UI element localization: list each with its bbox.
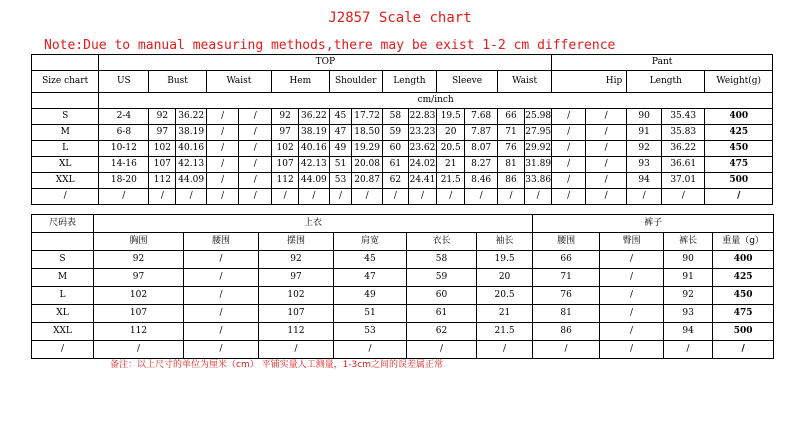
footer-note: 备注：以上尺寸的单位为厘米（cm） 平铺实量人工测量，1-3cm之间的误差属正常 — [110, 360, 443, 370]
table-cell: 76 — [497, 141, 524, 157]
table-row — [32, 251, 774, 269]
table-cell: 450 — [713, 287, 774, 305]
table-row — [32, 323, 774, 341]
header-cn: 重量（g） — [713, 233, 774, 251]
table-cell: / — [206, 189, 239, 205]
table-cell: 58 — [407, 251, 477, 269]
table-cell: XXL — [32, 173, 99, 189]
table-cell: 92 — [627, 141, 662, 157]
table-cell: 62 — [382, 173, 408, 189]
table-cell: 25.98 — [525, 109, 552, 125]
table-cell: 24.02 — [408, 157, 436, 173]
table-cell: 37.01 — [661, 173, 704, 189]
table-row — [32, 341, 774, 359]
table-cell: 71 — [533, 269, 600, 287]
table-cell: 112 — [259, 323, 334, 341]
table-cell: 91 — [627, 125, 662, 141]
table-cell: / — [99, 189, 149, 205]
table-cell: 20.87 — [352, 173, 382, 189]
table-cell: / — [32, 189, 99, 205]
header-size-chart: Size chart — [32, 71, 99, 93]
table-cell: / — [184, 269, 259, 287]
table-cell: 35.43 — [661, 109, 704, 125]
table-cell: 18-20 — [99, 173, 149, 189]
table-cell: 53 — [329, 173, 352, 189]
table-cell: 38.19 — [176, 125, 206, 141]
table-cell: 93 — [627, 157, 662, 173]
table-cell: L — [32, 287, 94, 305]
table-cell: 107 — [94, 305, 184, 323]
group-pant-label-cn: 裤子 — [533, 215, 774, 233]
table-cell: 91 — [664, 269, 713, 287]
table-row — [32, 109, 773, 125]
table-cell: / — [705, 189, 773, 205]
table-cell: / — [272, 189, 299, 205]
table-cell: / — [149, 189, 176, 205]
table-cell: / — [239, 173, 272, 189]
table-row — [32, 173, 773, 189]
table-cell: 450 — [705, 141, 773, 157]
table-row — [32, 125, 773, 141]
table-cell: 29.92 — [525, 141, 552, 157]
table-cell: 66 — [533, 251, 600, 269]
table-cell: / — [627, 189, 662, 205]
table-cell: 61 — [382, 157, 408, 173]
table-cell: 47 — [329, 125, 352, 141]
table-cell: 94 — [627, 173, 662, 189]
table-cell: / — [661, 189, 704, 205]
table-cell: 112 — [149, 173, 176, 189]
table-cell: 40.16 — [176, 141, 206, 157]
table-cell: / — [525, 189, 552, 205]
table-cell: 51 — [334, 305, 407, 323]
table-row — [32, 157, 773, 173]
table-cell: 21.5 — [437, 173, 465, 189]
table-cell: 21.5 — [477, 323, 533, 341]
table-cell: / — [552, 157, 586, 173]
table-cell: / — [664, 341, 713, 359]
table-cell: 102 — [149, 141, 176, 157]
table-cell: 19.5 — [477, 251, 533, 269]
table-cell: 97 — [94, 269, 184, 287]
table-cell: 475 — [713, 305, 774, 323]
table-cell: 21 — [437, 157, 465, 173]
table-cell: 61 — [407, 305, 477, 323]
table-cell: 97 — [259, 269, 334, 287]
table-cell: 400 — [705, 109, 773, 125]
table-cell: / — [184, 323, 259, 341]
table-cell: S — [32, 109, 99, 125]
table-cell: / — [552, 189, 586, 205]
table-cell: / — [206, 173, 239, 189]
table-cell: 8.27 — [465, 157, 498, 173]
table-cell: 81 — [533, 305, 600, 323]
table-cell: 45 — [329, 109, 352, 125]
table-cell: / — [552, 109, 586, 125]
header-bust: Bust — [149, 71, 207, 93]
table-cell: XL — [32, 305, 94, 323]
table-row — [32, 305, 774, 323]
table-cell: L — [32, 141, 99, 157]
table-cell: / — [206, 109, 239, 125]
table-cell: 86 — [497, 173, 524, 189]
table-cell: 59 — [407, 269, 477, 287]
table-cell: 36.61 — [661, 157, 704, 173]
table-cell: 81 — [497, 157, 524, 173]
header-cn: 肩宽 — [334, 233, 407, 251]
table-cell: S — [32, 251, 94, 269]
header-cn: 衣长 — [407, 233, 477, 251]
table-cell: 23.62 — [408, 141, 436, 157]
table-cell: / — [585, 109, 626, 125]
table-cell: 19.29 — [352, 141, 382, 157]
table-cell: 500 — [713, 323, 774, 341]
table-cell: / — [184, 251, 259, 269]
table-cell: 400 — [713, 251, 774, 269]
table-cell: / — [600, 269, 664, 287]
blank-cell — [32, 233, 94, 251]
table-cell: 58 — [382, 109, 408, 125]
table-cell: 90 — [627, 109, 662, 125]
table-cell: 17.72 — [352, 109, 382, 125]
table-cell: 71 — [497, 125, 524, 141]
table-row — [32, 269, 774, 287]
header-cn: 胸围 — [94, 233, 184, 251]
table-cell: / — [32, 341, 94, 359]
table-cell: / — [206, 141, 239, 157]
table-cell: / — [206, 125, 239, 141]
table-cell: 22.83 — [408, 109, 436, 125]
table-cell: / — [94, 341, 184, 359]
table-cell: 36.22 — [661, 141, 704, 157]
table-cell: 86 — [533, 323, 600, 341]
table-cell: 42.13 — [299, 157, 329, 173]
table-cell: / — [408, 189, 436, 205]
header-shoulder: Shoulder — [329, 71, 382, 93]
table-cell: 6-8 — [99, 125, 149, 141]
table-cell: / — [533, 341, 600, 359]
table-chinese-body — [32, 251, 774, 359]
table-cell: 27.95 — [525, 125, 552, 141]
group-top-label-cn: 上衣 — [94, 215, 533, 233]
table-cell: / — [259, 341, 334, 359]
table-cell: XXL — [32, 323, 94, 341]
size-table-chinese — [31, 214, 774, 359]
table-cell: 24.41 — [408, 173, 436, 189]
table-cell: 107 — [272, 157, 299, 173]
table-cell: 10-12 — [99, 141, 149, 157]
table-cell: 60 — [382, 141, 408, 157]
table-cell: 92 — [664, 287, 713, 305]
table-cell: / — [585, 141, 626, 157]
header-hem: Hem — [272, 71, 330, 93]
table-cell: / — [299, 189, 329, 205]
table-cell: 102 — [259, 287, 334, 305]
corner-label: 尺码表 — [32, 215, 94, 233]
table-cell: 425 — [713, 269, 774, 287]
table-cell: 500 — [705, 173, 773, 189]
table-cell: 36.22 — [176, 109, 206, 125]
table-cell: / — [713, 341, 774, 359]
table-cell: 49 — [329, 141, 352, 157]
group-top-label: TOP — [99, 55, 552, 71]
header-sleeve: Sleeve — [437, 71, 498, 93]
table-cell: 7.68 — [465, 109, 498, 125]
table-cell: / — [585, 157, 626, 173]
table-cell: 31.89 — [525, 157, 552, 173]
table-english-body — [32, 109, 773, 205]
table-cell: 475 — [705, 157, 773, 173]
table-cell: / — [239, 109, 272, 125]
chart-title: J2857 Scale chart — [328, 10, 472, 26]
table-cell: / — [184, 305, 259, 323]
table-cell: / — [600, 287, 664, 305]
header-waist: Waist — [206, 71, 271, 93]
table-cell: 20.08 — [352, 157, 382, 173]
table-cell: 102 — [272, 141, 299, 157]
header-cn: 袖长 — [477, 233, 533, 251]
table-cell: 92 — [272, 109, 299, 125]
table-cell: 53 — [334, 323, 407, 341]
table-cell: 8.46 — [465, 173, 498, 189]
table-cell: / — [600, 305, 664, 323]
header-cn: 臀围 — [600, 233, 664, 251]
table-cell: 44.09 — [176, 173, 206, 189]
table-cell: 47 — [334, 269, 407, 287]
table-cell: / — [552, 125, 586, 141]
table-cell: 92 — [94, 251, 184, 269]
table-cell: 107 — [149, 157, 176, 173]
header-hip: Hip — [552, 71, 627, 93]
table-cell: / — [239, 189, 272, 205]
table-cell: 97 — [272, 125, 299, 141]
table-cell: / — [552, 141, 586, 157]
table-cell: 36.22 — [299, 109, 329, 125]
table-cell: / — [477, 341, 533, 359]
table-cell: 425 — [705, 125, 773, 141]
unit-label: cm/inch — [99, 93, 773, 109]
table-cell: 102 — [94, 287, 184, 305]
table-cell: 14-16 — [99, 157, 149, 173]
table-cell: 44.09 — [299, 173, 329, 189]
table-cell: 35.83 — [661, 125, 704, 141]
header-pant-waist: Waist — [497, 71, 551, 93]
table-cell: 92 — [149, 109, 176, 125]
table-cell: 45 — [334, 251, 407, 269]
table-row — [32, 287, 774, 305]
table-cell: / — [184, 341, 259, 359]
table-cell: 21 — [477, 305, 533, 323]
table-cell: 7.87 — [465, 125, 498, 141]
table-cell: 51 — [329, 157, 352, 173]
table-cell: 97 — [149, 125, 176, 141]
table-cell: XL — [32, 157, 99, 173]
table-cell: / — [352, 189, 382, 205]
table-cell: 62 — [407, 323, 477, 341]
table-cell: 23.23 — [408, 125, 436, 141]
table-cell: / — [407, 341, 477, 359]
table-cell: M — [32, 125, 99, 141]
table-cell: / — [600, 251, 664, 269]
table-cell: / — [239, 157, 272, 173]
header-cn: 裤长 — [664, 233, 713, 251]
table-cell: 20 — [477, 269, 533, 287]
group-pant-label: Pant — [552, 55, 773, 71]
table-cell: / — [465, 189, 498, 205]
table-cell: 8.07 — [465, 141, 498, 157]
header-cn: 腰围 — [184, 233, 259, 251]
table-cell: 112 — [94, 323, 184, 341]
table-cell: / — [552, 173, 586, 189]
table-cell: 66 — [497, 109, 524, 125]
table-cell: 19.5 — [437, 109, 465, 125]
table-cell: 60 — [407, 287, 477, 305]
header-us: US — [99, 71, 149, 93]
table-cell: 92 — [259, 251, 334, 269]
table-cell: M — [32, 269, 94, 287]
table-cell: 20 — [437, 125, 465, 141]
table-cell: 42.13 — [176, 157, 206, 173]
header-pant-length: Length — [627, 71, 705, 93]
table-cell: 18.50 — [352, 125, 382, 141]
blank-cell — [32, 55, 99, 71]
table-cell: 107 — [259, 305, 334, 323]
table-cell: 38.19 — [299, 125, 329, 141]
table-cell: 49 — [334, 287, 407, 305]
table-cell: 76 — [533, 287, 600, 305]
table-cell: / — [437, 189, 465, 205]
table-cell: / — [239, 141, 272, 157]
table-cell: / — [176, 189, 206, 205]
table-cell: / — [600, 323, 664, 341]
table-cell: / — [585, 189, 626, 205]
table-cell: 112 — [272, 173, 299, 189]
header-cn: 摆围 — [259, 233, 334, 251]
measurement-note: Note:Due to manual measuring methods,there may be exist 1-2 cm difference — [44, 38, 616, 53]
table-cell: 94 — [664, 323, 713, 341]
table-row — [32, 141, 773, 157]
table-cell: / — [239, 125, 272, 141]
header-cn: 腰围 — [533, 233, 600, 251]
table-cell: / — [206, 157, 239, 173]
table-cell: / — [334, 341, 407, 359]
table-cell: 93 — [664, 305, 713, 323]
table-cell: / — [585, 173, 626, 189]
table-cell: / — [184, 287, 259, 305]
size-table-english — [31, 54, 773, 205]
header-weight: Weight(g) — [705, 71, 773, 93]
table-cell: / — [497, 189, 524, 205]
table-row — [32, 189, 773, 205]
blank-cell — [32, 93, 99, 109]
table-cell: / — [585, 125, 626, 141]
table-cell: 20.5 — [477, 287, 533, 305]
table-cell: / — [382, 189, 408, 205]
table-cell: 90 — [664, 251, 713, 269]
table-cell: 59 — [382, 125, 408, 141]
table-cell: / — [600, 341, 664, 359]
table-cell: 40.16 — [299, 141, 329, 157]
table-cell: 2-4 — [99, 109, 149, 125]
table-cell: 20.5 — [437, 141, 465, 157]
table-cell: / — [329, 189, 352, 205]
header-length: Length — [382, 71, 436, 93]
table-cell: 33.86 — [525, 173, 552, 189]
